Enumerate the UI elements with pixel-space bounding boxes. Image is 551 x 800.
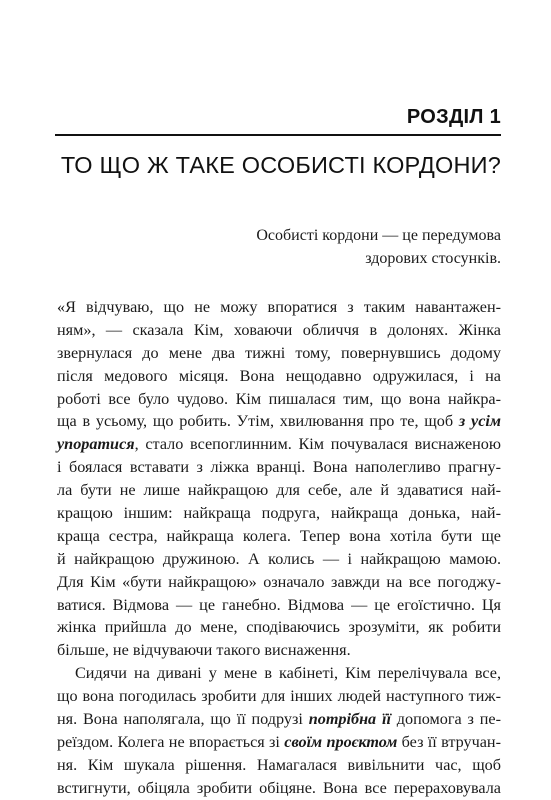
emphasis-text: своїм проєктом — [284, 732, 398, 751]
emphasis-text: упоратися — [57, 435, 135, 454]
epigraph-line: Особисті кордони — це передумова — [256, 227, 501, 244]
text-run: без її втручан- — [397, 732, 501, 751]
text-line: «Я відчуваю, що не можу впоратися з таким навантажен- — [57, 298, 501, 316]
text-run: ня. Вона наполягала, що її подрузі — [57, 710, 309, 729]
text-line: Сидячи на дивані у мене в кабінеті, Кім перелічувала все, — [75, 664, 501, 683]
chapter-divider — [55, 134, 501, 136]
text-line: встигнути, обіцяла зробити обіцяне. Вона все перераховувала — [57, 778, 501, 797]
text-line: й найкращою дружиною. А колись — і найкращою мамою. — [57, 549, 501, 568]
text-line — [57, 731, 501, 754]
text-line: Для Кім «бути найкращою» означало завжди на все погоджу- — [57, 572, 501, 591]
epigraph — [256, 224, 501, 270]
text-line: і боялася вставати з ліжка вранці. Вона наполегливо прагну- — [57, 458, 501, 477]
text-line: ватися. Відмова — це ганебно. Відмова — це егоїстично. Ця — [57, 595, 501, 614]
text-line: більше, не відчуваючи такого виснаження. — [57, 641, 351, 660]
emphasis-text: з усім — [458, 412, 501, 431]
text-line: краща сестра, найкраща колега. Тепер вона хотіла бути ще — [57, 526, 501, 545]
text-run: , стало всепоглинним. Кім почувалася виснаженою — [134, 435, 501, 454]
text-run: реїздом. Колега не впорається зі — [57, 732, 285, 751]
emphasis-text: потрібна її — [308, 710, 391, 729]
text-run: допомога з пе- — [390, 710, 501, 729]
text-line — [57, 708, 501, 731]
text-line: кращою іншим: найкраща подруга, найкраща донька, най- — [57, 504, 501, 523]
text-line — [57, 410, 501, 433]
body-text — [57, 296, 501, 800]
chapter-title: ТО ЩО Ж ТАКЕ ОСОБИСТІ КОРДОНИ? — [60, 152, 501, 178]
text-line: звернулася до мене два тижні тому, повернувшись додому — [57, 343, 501, 362]
text-line: жінка прийшла до мене, сподіваючись зрозуміти, як робити — [57, 618, 501, 637]
text-line: ням», — сказала Кім, ховаючи обличчя в долонях. Жінка — [57, 320, 501, 339]
text-line: роботі все було чудово. Кім пишалася тим, що вона найкра- — [57, 389, 501, 408]
text-line: що вона погодилась зробити для інших людей наступного тиж- — [57, 687, 501, 706]
text-line: ня. Кім шукала рішення. Намагалася вивільнити час, щоб — [57, 755, 501, 774]
text-run: ща в усьому, що робить. Утім, хвилювання про те, щоб — [57, 412, 459, 431]
chapter-label: РОЗДІЛ 1 — [406, 106, 501, 128]
epigraph-line: здорових стосунків. — [365, 250, 501, 267]
text-line: після медового місяця. Вона нещодавно одружилася, і на — [57, 366, 501, 385]
text-line — [57, 433, 501, 456]
text-line: ла бути не лише найкращою для себе, але й здаватися най- — [57, 481, 501, 500]
